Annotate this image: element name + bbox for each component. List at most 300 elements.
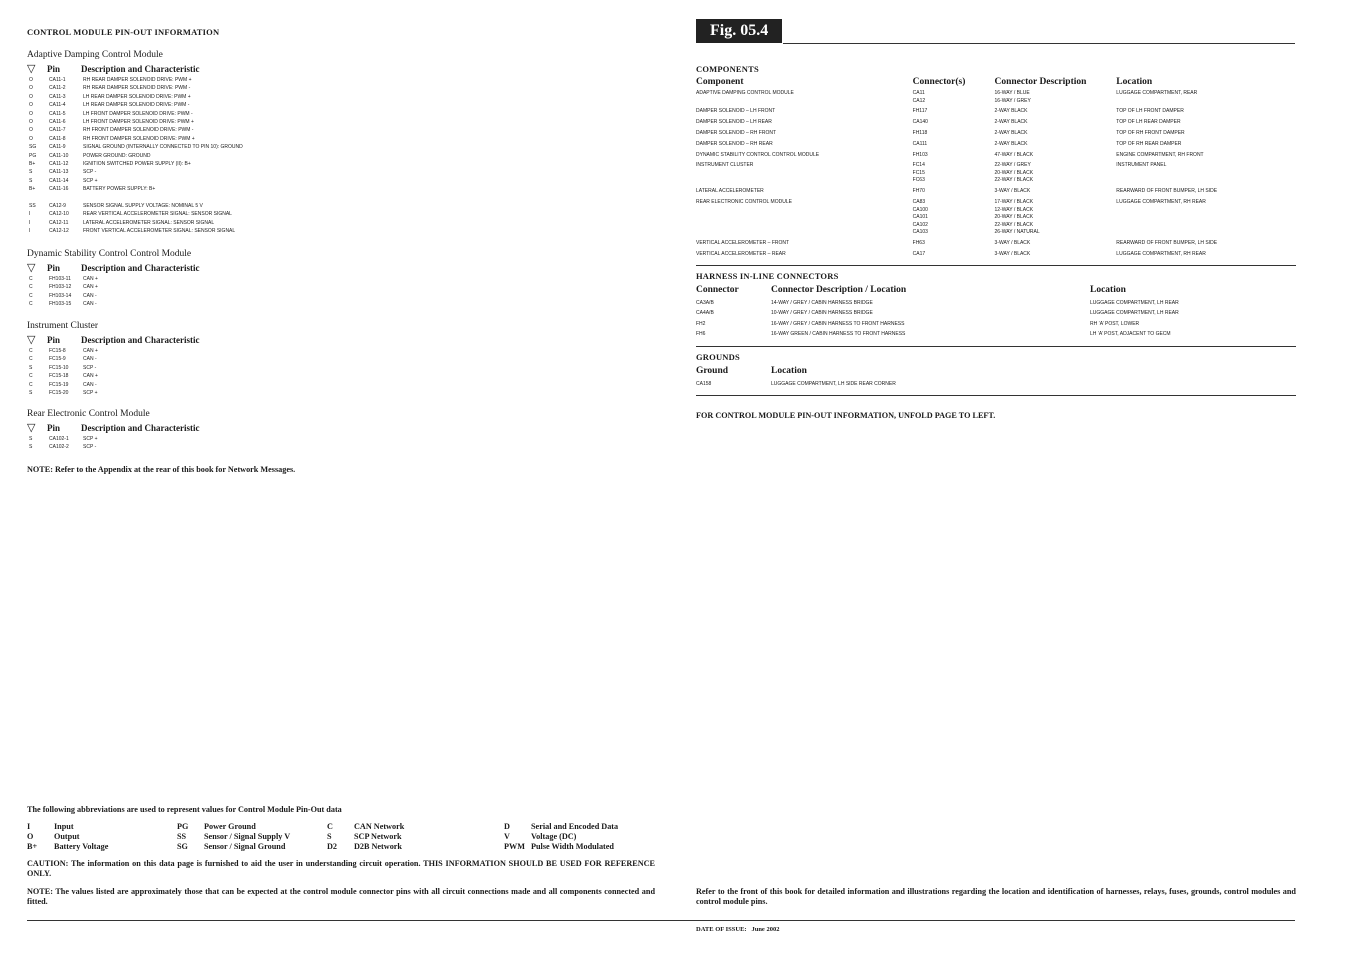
components-table: [696, 77, 1296, 262]
pin-row: [27, 227, 647, 235]
harness-row: [696, 298, 1296, 308]
pin-type: SS: [29, 202, 36, 209]
connector-id: FH118: [912, 129, 928, 136]
component-location: REARWARD OF FRONT BUMPER, LH SIDE: [1116, 188, 1218, 195]
pin-id: FH103-15: [49, 301, 72, 308]
abbr-meaning: Serial and Encoded Data: [531, 822, 619, 831]
header-rule: [783, 43, 1295, 44]
pinout-section: [27, 321, 647, 397]
harness-description: 10-WAY / GREY / CABIN HARNESS BRIDGE: [771, 310, 873, 317]
left-page-title: CONTROL MODULE PIN-OUT INFORMATION: [27, 27, 220, 37]
connector-description: 3-WAY / BLACK: [994, 250, 1031, 257]
abbreviation-intro: The following abbreviations are used to represent values for Control Module Pin-Out data: [27, 805, 342, 814]
pin-id: CA12-9: [49, 202, 66, 209]
pin-type: S: [29, 444, 33, 451]
pin-id: CA102-2: [49, 444, 69, 451]
section-title: Adaptive Damping Control Module: [27, 50, 163, 60]
connector-id: CA83: [912, 199, 926, 206]
component-location: LUGGAGE COMPARTMENT, RH REAR: [1116, 199, 1206, 206]
pin-type: O: [29, 102, 33, 109]
section-title: Rear Electronic Control Module: [27, 409, 150, 419]
harness-location: LUGGAGE COMPARTMENT, LH REAR: [1090, 300, 1179, 306]
abbr-meaning: Input: [54, 822, 74, 831]
pin-type: O: [29, 118, 33, 125]
pin-header-row: [27, 262, 647, 273]
pin-id: CA11-2: [49, 85, 66, 92]
component-name: INSTRUMENT CLUSTER: [696, 162, 754, 169]
connector-id: CA17: [912, 250, 926, 257]
component-name-cell: [696, 152, 913, 160]
connector-description-cell: [995, 90, 1117, 105]
pin-row: [27, 372, 647, 380]
pin-header-row: [27, 422, 647, 433]
components-column-header: Connector Description: [994, 77, 1087, 87]
pin-id: FH103-14: [49, 292, 72, 299]
pin-row: [27, 283, 647, 291]
connector-description: 16-WAY / GREY: [994, 97, 1031, 104]
grounds-column-header: Location: [771, 366, 807, 376]
component-location: TOP OF RH REAR DAMPER: [1116, 140, 1182, 147]
component-row: [696, 130, 1296, 138]
pin-description: [83, 193, 647, 201]
connector-id: CA140: [912, 119, 928, 126]
pin-type: B+: [29, 186, 36, 193]
abbr-code: SS: [177, 832, 187, 841]
abbr-code: O: [27, 832, 34, 841]
connector-id: FH103: [912, 151, 928, 158]
pin-id: CA11-7: [49, 127, 66, 134]
component-name-cell: [696, 108, 913, 116]
abbr-code: PG: [177, 822, 189, 831]
grounds-column-header: Ground: [696, 366, 729, 376]
connector-id-cell: [913, 90, 995, 105]
pin-description: CAN +: [83, 373, 98, 380]
pin-description: REAR VERTICAL ACCELEROMETER SIGNAL: SENSOR SIGNAL: [83, 211, 232, 218]
pin-description: CAN -: [83, 292, 97, 299]
connector-id: FH70: [912, 188, 925, 195]
pin-id: FC15-8: [49, 348, 66, 354]
connector-id-cell: [913, 240, 995, 248]
pin-type: SG: [29, 144, 37, 151]
components-column-header: Connector(s): [912, 77, 966, 87]
component-name-cell: [696, 199, 913, 237]
abbr-meaning: Output: [54, 832, 80, 841]
harness-description: 16-WAY GREEN / CABIN HARNESS TO FRONT HARNESS: [771, 331, 906, 338]
component-location: TOP OF LH REAR DAMPER: [1116, 119, 1181, 126]
abbr-meaning: Sensor / Signal Ground: [204, 842, 286, 851]
component-location-cell: [1116, 240, 1296, 248]
pin-type: I: [29, 219, 31, 226]
pin-type: S: [29, 389, 33, 396]
description-column-header: Description and Characteristic: [81, 262, 200, 273]
pin-type: C: [29, 356, 33, 363]
description-column-header: Description and Characteristic: [81, 63, 200, 74]
pin-row: [27, 275, 647, 283]
connector-id-cell: [913, 162, 995, 185]
connector-id: CA100: [912, 206, 928, 213]
abbr-meaning: D2B Network: [354, 842, 402, 851]
pin-id: CA11-10: [49, 152, 69, 159]
component-name-cell: [696, 188, 913, 196]
abbr-code: C: [327, 822, 333, 831]
component-location-cell: [1116, 119, 1296, 127]
harness-location: RH ‘A’ POST, LOWER: [1090, 320, 1140, 327]
component-location-cell: [1116, 90, 1296, 105]
pin-description: FRONT VERTICAL ACCELEROMETER SIGNAL: SENSOR SIGNAL: [83, 228, 236, 235]
pin-id: [49, 193, 83, 201]
pin-description: SCP +: [83, 436, 98, 442]
connector-description-cell: [995, 199, 1117, 237]
pin-id: CA11-3: [49, 93, 66, 100]
pin-id: CA11-6: [49, 118, 66, 125]
component-row: [696, 240, 1296, 248]
pin-description: RH FRONT DAMPER SOLENOID DRIVE: PWM -: [83, 127, 194, 134]
component-location-cell: [1116, 130, 1296, 138]
pin-id: CA11-9: [49, 144, 66, 151]
connector-id: CA103: [912, 229, 928, 236]
pin-row: [27, 126, 647, 134]
components-column-header: Component: [696, 77, 744, 87]
harness-connector: CA3A/B: [696, 300, 714, 306]
section-title: Instrument Cluster: [27, 321, 98, 331]
components-header-row: [696, 77, 1296, 87]
pin-header-row: [27, 334, 647, 345]
pin-type: S: [29, 169, 33, 176]
pin-row: [27, 347, 647, 355]
pin-type: PG: [29, 152, 37, 159]
component-row: [696, 152, 1296, 160]
connector-id-cell: [913, 108, 995, 116]
connector-id-cell: [913, 188, 995, 196]
abbr-code: S: [327, 832, 332, 841]
connector-description: 22-WAY / BLACK: [994, 221, 1034, 228]
connector-description-cell: [995, 162, 1117, 185]
pin-row: [27, 143, 647, 151]
component-location: TOP OF LH FRONT DAMPER: [1116, 108, 1184, 115]
harness-location: LH ‘A’ POST, ADJACENT TO GECM: [1090, 331, 1171, 338]
pin-type: S: [29, 177, 33, 184]
harness-rule: [696, 265, 1296, 266]
connector-id: CA11: [912, 90, 925, 96]
harness-connector: FH2: [696, 320, 706, 327]
pin-id: CA11-4: [49, 102, 66, 109]
abbreviation-row: [27, 832, 671, 842]
grounds-bottom-rule: [696, 395, 1296, 396]
connector-description: 2-WAY BLACK: [994, 140, 1028, 147]
harness-column-header: Connector Description / Location: [771, 285, 907, 295]
issue-label: DATE OF ISSUE:: [696, 926, 747, 933]
pin-row: [27, 381, 647, 389]
connector-description: 16-WAY / BLUE: [994, 90, 1030, 96]
component-location-cell: [1116, 162, 1296, 185]
pin-description: CAN -: [83, 381, 97, 388]
description-column-header: Description and Characteristic: [81, 422, 200, 433]
unfold-note: FOR CONTROL MODULE PIN-OUT INFORMATION, UNFOLD PAGE TO LEFT.: [696, 411, 996, 420]
pin-description: LATERAL ACCELEROMETER SIGNAL: SENSOR SIGNAL: [83, 219, 215, 226]
abbr-code: D2: [327, 842, 338, 851]
pin-column-header: Pin: [47, 262, 61, 273]
component-location-cell: [1116, 199, 1296, 237]
pin-type: O: [29, 85, 33, 92]
abbr-meaning: CAN Network: [354, 822, 405, 831]
abbr-code: D: [504, 822, 510, 831]
connector-description-cell: [995, 141, 1117, 149]
abbr-code: V: [504, 832, 510, 841]
abbr-code: SG: [177, 842, 188, 851]
pin-row: [27, 389, 647, 397]
pinout-section: [27, 409, 647, 452]
pin-row: [27, 110, 647, 118]
grounds-block: [696, 346, 1296, 396]
harness-connector: CA4A/B: [696, 310, 714, 317]
pin-description: SIGNAL GROUND (INTERNALLY CONNECTED TO PIN 10): GROUND: [83, 144, 243, 151]
component-name: ADAPTIVE DAMPING CONTROL MODULE: [696, 90, 794, 96]
pin-id: FC15-9: [49, 356, 66, 363]
component-row: [696, 199, 1296, 237]
connector-description: 3-WAY / BLACK: [994, 240, 1031, 247]
abbr-meaning: Pulse Width Modulated: [531, 842, 614, 851]
connector-description: 26-WAY / NATURAL: [994, 229, 1040, 236]
component-location-cell: [1116, 188, 1296, 196]
pin-description: RH FRONT DAMPER SOLENOID DRIVE: PWM +: [83, 135, 195, 142]
component-location: TOP OF RH FRONT DAMPER: [1116, 129, 1185, 136]
component-row: [696, 251, 1296, 259]
abbr-meaning: Voltage (DC): [531, 832, 577, 841]
connector-description: 47-WAY / BLACK: [994, 151, 1034, 158]
pin-type: O: [29, 127, 33, 134]
pin-row: [27, 84, 647, 92]
grounds-title: GROUNDS: [696, 352, 740, 362]
pin-header-row: [27, 63, 647, 74]
pin-description: LH REAR DAMPER SOLENOID DRIVE: PWM +: [83, 93, 191, 100]
pin-row: [27, 355, 647, 363]
pin-id: CA11-1: [49, 77, 66, 83]
pin-type: C: [29, 381, 33, 388]
harness-title: HARNESS IN-LINE CONNECTORS: [696, 271, 839, 281]
abbreviation-row: [27, 842, 671, 852]
connector-description: 20-WAY / BLACK: [994, 169, 1034, 176]
pin-description: SCP +: [83, 389, 98, 396]
pin-row: [27, 364, 647, 372]
connector-id-cell: [913, 152, 995, 160]
pin-description: CAN -: [83, 356, 97, 363]
pin-row: [27, 101, 647, 109]
pin-row: [27, 292, 647, 300]
values-note: NOTE: The values listed are approximately those that can be expected at the control module connector pins with all circuit connections made and all components connected and fitted.: [27, 887, 655, 906]
component-name: DAMPER SOLENOID – LH FRONT: [696, 108, 776, 115]
pin-row: [27, 435, 647, 443]
pin-description: SCP +: [83, 177, 98, 184]
harness-row: [696, 308, 1296, 318]
pin-id: CA11-16: [49, 186, 69, 193]
pin-description: RH REAR DAMPER SOLENOID DRIVE: PWM -: [83, 85, 191, 92]
connector-description-cell: [995, 240, 1117, 248]
harness-description: 14-WAY / GREY / CABIN HARNESS BRIDGE: [771, 300, 873, 306]
component-name-cell: [696, 251, 913, 259]
abbr-meaning: SCP Network: [354, 832, 402, 841]
pin-description: CAN -: [83, 301, 97, 308]
pin-description: SCP -: [83, 169, 97, 176]
harness-location: LUGGAGE COMPARTMENT, LH REAR: [1090, 310, 1179, 317]
pin-row: [27, 185, 647, 193]
pin-description: CAN +: [83, 284, 98, 291]
pin-id: CA11-13: [49, 169, 69, 176]
pin-row: [27, 210, 647, 218]
pin-type: O: [29, 77, 33, 83]
pin-type: O: [29, 93, 33, 100]
component-location-cell: [1116, 108, 1296, 116]
connector-id: CA102: [912, 221, 928, 228]
connector-description: 12-WAY / BLACK: [994, 206, 1034, 213]
pin-row: [27, 160, 647, 168]
section-title: Dynamic Stability Control Control Module: [27, 249, 192, 259]
connector-description-cell: [995, 108, 1117, 116]
connector-id-cell: [913, 141, 995, 149]
description-column-header: Description and Characteristic: [81, 334, 200, 345]
pin-description: CAN +: [83, 276, 98, 282]
harness-block: [696, 265, 1296, 340]
harness-row: [696, 319, 1296, 329]
pin-id: FH103-11: [49, 276, 71, 282]
abbr-meaning: Battery Voltage: [54, 842, 109, 851]
component-name-cell: [696, 240, 913, 248]
pin-row: [27, 93, 647, 101]
component-name-cell: [696, 130, 913, 138]
pin-row: [27, 118, 647, 126]
pin-id: FC15-20: [49, 389, 69, 396]
component-name: DAMPER SOLENOID – RH FRONT: [696, 129, 777, 136]
pin-type: S: [29, 436, 33, 442]
pin-row: [27, 135, 647, 143]
grounds-rule: [696, 346, 1296, 347]
pin-description: LH REAR DAMPER SOLENOID DRIVE: PWM -: [83, 102, 190, 109]
connector-description: 2-WAY BLACK: [994, 129, 1028, 136]
component-row: [696, 141, 1296, 149]
pin-description: LH FRONT DAMPER SOLENOID DRIVE: PWM +: [83, 118, 194, 125]
pin-id: FC15-18: [49, 373, 69, 380]
grounds-header-row: [696, 366, 1296, 376]
connector-description: 17-WAY / BLACK: [994, 199, 1034, 206]
pin-row: [27, 300, 647, 308]
pin-description: SCP -: [83, 444, 97, 451]
pin-column-header: Pin: [47, 422, 61, 433]
component-location: ENGINE COMPARTMENT, RH FRONT: [1116, 151, 1204, 158]
pin-type: C: [29, 292, 33, 299]
pin-id: CA11-8: [49, 135, 66, 142]
connector-description-cell: [995, 152, 1117, 160]
component-location-cell: [1116, 141, 1296, 149]
triangle-icon: ▽: [27, 261, 36, 274]
pin-id: CA12-12: [49, 228, 69, 235]
component-location: REARWARD OF FRONT BUMPER, LH SIDE: [1116, 240, 1218, 247]
network-note: NOTE: Refer to the Appendix at the rear of this book for Network Messages.: [27, 465, 296, 474]
pin-type: C: [29, 348, 33, 354]
abbr-code: I: [27, 822, 31, 831]
abbr-meaning: Power Ground: [204, 822, 256, 831]
pin-id: FC15-19: [49, 381, 69, 388]
connector-description-cell: [995, 119, 1117, 127]
pin-type: B+: [29, 160, 36, 167]
pinout-section: [27, 50, 647, 235]
connector-id-cell: [913, 251, 995, 259]
pin-id: CA12-11: [49, 219, 69, 226]
triangle-icon: ▽: [27, 421, 36, 434]
pin-id: FH103-12: [49, 284, 72, 291]
components-title: COMPONENTS: [696, 64, 759, 74]
pin-row: [27, 219, 647, 227]
component-name: LATERAL ACCELEROMETER: [696, 188, 764, 195]
harness-row: [696, 329, 1296, 339]
component-name: REAR ELECTRONIC CONTROL MODULE: [696, 199, 792, 206]
ground-id: CA158: [696, 381, 712, 387]
harness-connector: FH6: [696, 331, 706, 338]
abbr-code: PWM: [504, 842, 525, 851]
connector-id-cell: [913, 119, 995, 127]
harness-column-header: Connector: [696, 285, 739, 295]
pin-id: CA102-1: [49, 436, 69, 442]
component-name-cell: [696, 141, 913, 149]
harness-header-row: [696, 285, 1296, 295]
pin-column-header: Pin: [47, 334, 61, 345]
pin-type: C: [29, 284, 33, 291]
connector-description-cell: [995, 251, 1117, 259]
connector-id-cell: [913, 199, 995, 237]
pin-row: [27, 177, 647, 185]
pin-row: [27, 193, 647, 201]
figure-label: Fig. 05.4: [696, 19, 782, 43]
components-column-header: Location: [1116, 77, 1153, 87]
connector-description: 22-WAY / GREY: [994, 162, 1031, 169]
footer-rule: [27, 920, 1295, 921]
pin-id: CA12-10: [49, 211, 69, 218]
connector-id: FH63: [912, 240, 925, 247]
ground-row: [696, 379, 1296, 390]
issue-value: June 2002: [751, 926, 780, 933]
pin-type: O: [29, 110, 33, 117]
harness-description: 16-WAY / GREY / CABIN HARNESS TO FRONT HARNESS: [771, 320, 905, 327]
pinout-section: [27, 249, 647, 309]
pin-description: IGNITION SWITCHED POWER SUPPLY (II): B+: [83, 160, 191, 167]
component-name: VERTICAL ACCELEROMETER – REAR: [696, 250, 786, 257]
triangle-icon: ▽: [27, 62, 36, 75]
component-location-cell: [1116, 251, 1296, 259]
pin-row: [27, 443, 647, 451]
connector-id: FC14: [912, 162, 925, 169]
component-name-cell: [696, 162, 913, 185]
issue-date: [696, 926, 779, 933]
pin-description: SENSOR SIGNAL SUPPLY VOLTAGE: NOMINAL 5 V: [83, 202, 203, 209]
pin-type: I: [29, 228, 31, 235]
pin-description: LH FRONT DAMPER SOLENOID DRIVE: PWM -: [83, 110, 193, 117]
pin-id: CA11-5: [49, 110, 66, 117]
connector-id: FH117: [912, 108, 928, 115]
triangle-icon: ▽: [27, 333, 36, 346]
connector-description: 20-WAY / BLACK: [994, 214, 1034, 221]
component-name: DAMPER SOLENOID – RH REAR: [696, 140, 773, 147]
connector-description: 22-WAY / BLACK: [994, 177, 1034, 184]
connector-id: FC15: [912, 169, 925, 176]
component-row: [696, 188, 1296, 196]
pin-description: POWER GROUND: GROUND: [83, 152, 151, 159]
pin-column-header: Pin: [47, 63, 61, 74]
component-name: DYNAMIC STABILITY CONTROL CONTROL MODULE: [696, 151, 820, 158]
component-location: LUGGAGE COMPARTMENT, REAR: [1116, 90, 1198, 96]
pin-row: [27, 202, 647, 210]
connector-description-cell: [995, 188, 1117, 196]
abbreviation-row: [27, 822, 671, 832]
connector-id: CA101: [912, 214, 928, 221]
connector-description-cell: [995, 130, 1117, 138]
